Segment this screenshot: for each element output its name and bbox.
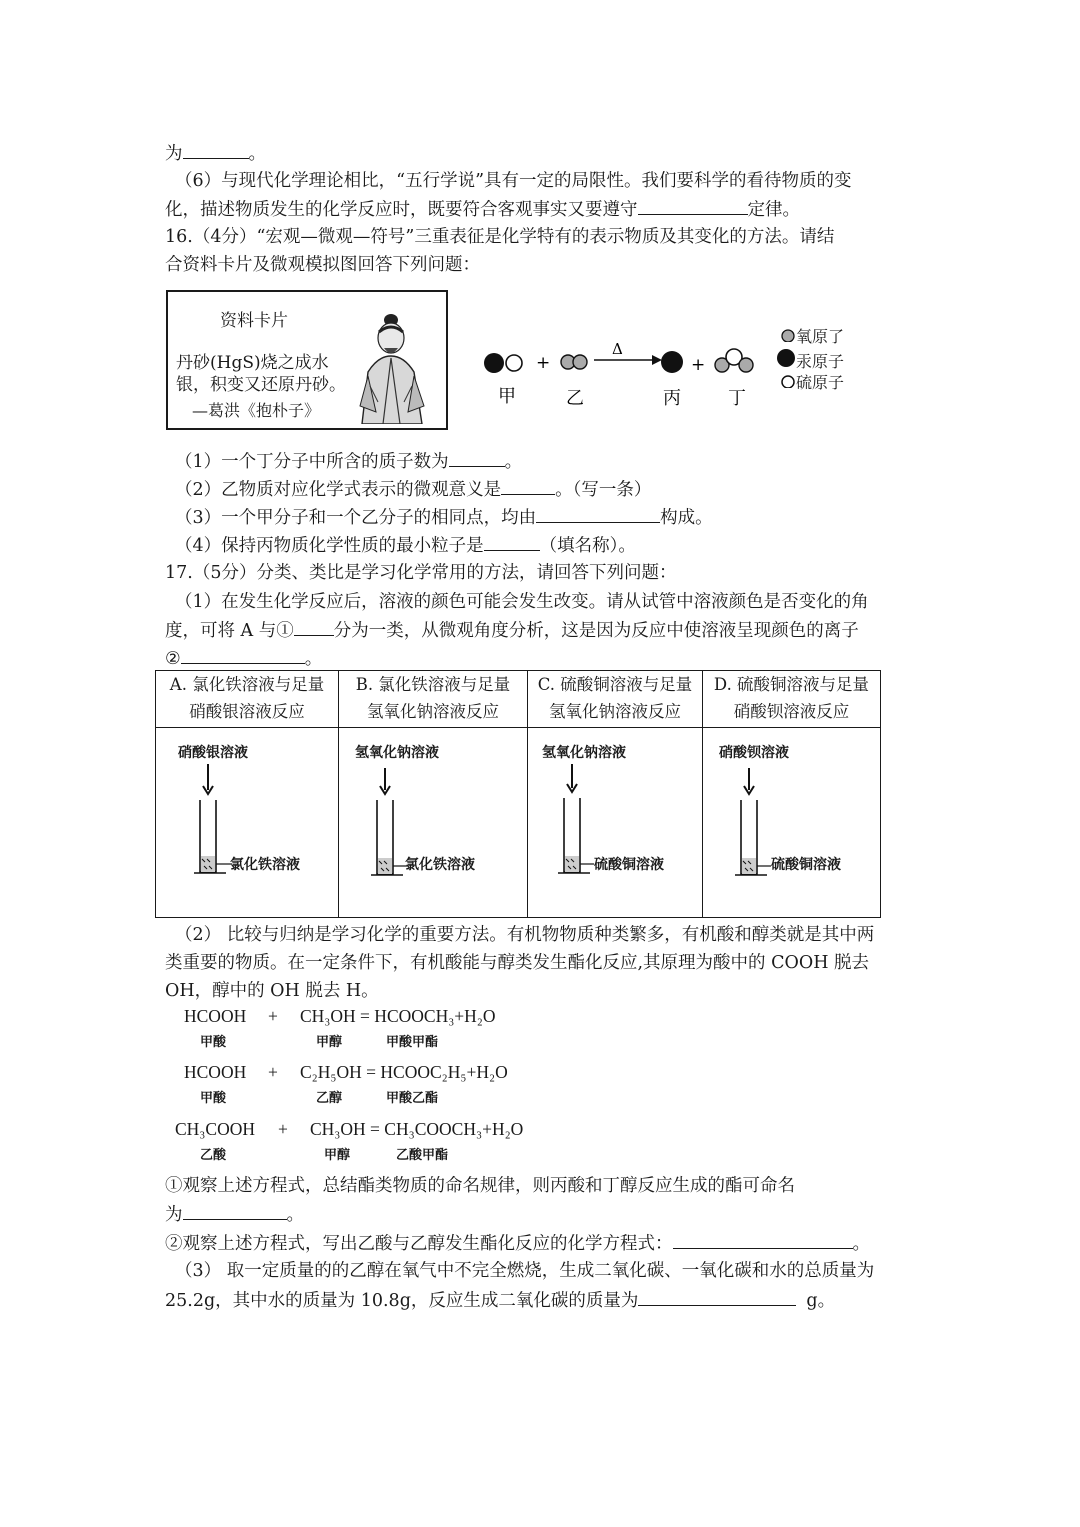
table-header-cell: A. 氯化铁溶液与足量 硝酸银溶液反应 [156,671,339,728]
equation-1-acid: HCOOH [184,1006,247,1026]
answer-blank[interactable] [638,1287,796,1306]
molecular-reaction-diagram [478,320,778,410]
card-source: —葛洪《抱朴子》 [192,401,321,420]
text-fragment: 。 [286,1205,304,1225]
equation-3-name-ester: 乙酸甲酯 [396,1148,449,1163]
equation-3-body: CH₃OH = CH₃COOCH₃+H₂O [310,1119,524,1139]
text-fragment: （填名称）。 [539,536,636,556]
text-fragment: 为 [165,144,183,164]
card-title: 资料卡片 [220,311,288,331]
test-tube-icon [339,728,525,913]
equation-2-name-acid: 甲酸 [200,1091,227,1106]
text-fragment: 度，可将 A 与① [165,621,294,641]
legend-item-sulfur [780,372,844,393]
label-ding: 丁 [728,388,746,409]
question-16-1 [175,448,522,475]
test-tube-icon [156,728,336,913]
experiment-figure-b [339,728,528,918]
text-fragment: （2）乙物质对应化学式表示的微观意义是 [175,480,502,500]
resource-card [166,290,448,430]
solution-label: 氯化铁溶液 [230,857,300,873]
solution-label: 氯化铁溶液 [405,857,475,873]
reagent-label: 氢氧化钠溶液 [355,745,439,761]
answer-blank[interactable] [638,196,748,215]
question-17-2c: OH，醇中的 OH 脱去 H。 [165,981,379,1001]
answer-blank[interactable] [536,504,660,523]
question-17-3a: （3） 取一定质量的的乙醇在氧气中不完全燃烧，生成二氧化碳、一氧化碳和水的总质量为 [175,1261,875,1281]
question-17-2b: 类重要的物质。在一定条件下，有机酸能与醇类发生酯化反应,其原理为酸中的 COOH 脱去 [165,953,870,973]
test-tube-icon [528,728,700,913]
question-17-1c [165,645,322,672]
atom-legend [780,326,844,393]
text-fragment: 构成。 [660,508,713,528]
question-16-stem: 16.（4分）“宏观—微观—符号”三重表征是化学特有的表示物质及其变化的方法。请结 [165,227,835,247]
table-header-cell: B. 氯化铁溶液与足量 氢氧化钠溶液反应 [339,671,528,728]
text-fragment: 化，描述物质发生的化学反应时，既要符合客观事实又要遵守 [165,200,638,220]
experiment-figure-a [156,728,339,918]
mercury-atom-icon [774,347,796,367]
text-fragment: 。 [248,144,266,164]
question-17-1a: （1）在发生化学反应后，溶液的颜色可能会发生改变。请从试管中溶液颜色是否变化的角 [175,592,869,612]
text-fragment: 。 [504,452,523,472]
card-text-line: 丹砂(HgS)烧之成水 [176,353,329,373]
reaction-condition: Δ [612,340,623,358]
text-fragment: 25.2g，其中水的质量为 10.8g，反应生成二氧化碳的质量为 [165,1291,639,1311]
text-fragment: 。 [304,649,323,669]
question-17-3b [165,1287,835,1314]
plus-sign: + [536,353,551,373]
equation-1-name-acid: 甲酸 [200,1035,227,1050]
legend-item-oxygen [780,326,844,347]
scholar-portrait-icon [348,306,434,424]
answer-blank[interactable] [183,1201,287,1220]
text-fragment: 为 [165,1205,183,1225]
legend-item-mercury [780,347,844,372]
text-fragment: 。（写一条） [555,480,652,500]
text-fragment: （4）保持丙物质化学性质的最小粒子是 [175,536,484,556]
line-q15-6: （6）与现代化学理论相比，“五行学说”具有一定的局限性。我们要科学的看待物质的变 [175,171,852,191]
sulfur-atom-icon [506,355,522,371]
question-16-stem-2: 合资料卡片及微观模拟图回答下列问题： [165,255,480,275]
legend-label: 汞原子 [796,352,845,371]
reagent-label: 氢氧化钠溶液 [542,745,626,761]
card-text-line: 银，积变又还原丹砂。 [176,375,346,395]
equation-3-name-alcohol: 甲醇 [324,1148,351,1163]
equation-2-body: C₂H₅OH = HCOOC₂H₅+H₂O [300,1062,508,1082]
line-q15-6b [165,196,800,223]
oxygen-atom-icon [780,328,796,342]
text-fragment: g。 [806,1291,836,1311]
answer-blank[interactable] [501,476,555,495]
observation-1: ①观察上述方程式，总结酯类物质的命名规律，则丙酸和丁醇反应生成的酯可命名 [165,1176,795,1196]
observation-2 [165,1230,870,1257]
question-16-4 [175,532,636,559]
mercury-atom-icon [484,353,504,373]
text-fragment: （3）一个甲分子和一个乙分子的相同点，均由 [175,508,537,528]
experiment-table [155,670,881,917]
answer-blank[interactable] [449,448,505,467]
oxygen-atom-icon [573,355,587,369]
sulfur-atom-icon [780,374,796,388]
answer-blank[interactable] [673,1230,853,1249]
equation-2-name-ester: 甲酸乙酯 [386,1091,439,1106]
solution-label: 硫酸铜溶液 [771,857,841,873]
answer-blank[interactable] [183,140,249,159]
label-jia: 甲 [498,386,516,407]
table-header-cell: D. 硫酸铜溶液与足量 硝酸钡溶液反应 [703,671,881,728]
solution-label: 硫酸铜溶液 [594,857,664,873]
line-continuation [165,140,266,167]
answer-blank[interactable] [181,645,305,664]
text-fragment: ②观察上述方程式，写出乙酸与乙醇发生酯化反应的化学方程式： [165,1234,673,1254]
text-fragment: ② [165,649,181,669]
observation-1b [165,1201,304,1228]
equation-2-plus: + [268,1062,278,1082]
text-fragment: （1）一个丁分子中所含的质子数为 [175,452,449,472]
plus-sign: + [691,355,706,375]
question-17-stem: 17.（5分）分类、类比是学习化学常用的方法，请回答下列问题： [165,563,677,583]
legend-label: 硫原子 [796,373,845,392]
mercury-atom-icon [661,351,683,373]
equation-2-acid: HCOOH [184,1062,247,1082]
question-17-1b [165,617,859,644]
text-fragment: 。 [852,1234,870,1254]
equation-1-body: CH₃OH = HCOOCH₃+H₂O [300,1006,496,1026]
equation-3-name-acid: 乙酸 [200,1148,227,1163]
equation-2-name-alcohol: 乙醇 [316,1091,343,1106]
reagent-label: 硝酸银溶液 [178,745,248,761]
reagent-label: 硝酸钡溶液 [719,745,789,761]
equation-3-acid: CH₃COOH [175,1119,255,1139]
answer-blank[interactable] [294,617,334,636]
label-bing: 丙 [663,388,681,409]
question-17-2a: （2） 比较与归纳是学习化学的重要方法。有机物物质种类繁多，有机酸和醇类就是其中两 [175,925,875,945]
equation-1-name-ester: 甲酸甲酯 [386,1035,439,1050]
equation-1-name-alcohol: 甲醇 [316,1035,343,1050]
legend-label: 氧原了 [796,327,845,346]
table-header-cell: C. 硫酸铜溶液与足量 氢氧化钠溶液反应 [528,671,703,728]
equation-1-plus: + [268,1006,278,1026]
question-16-3 [175,504,713,531]
text-fragment: 定律。 [747,200,800,220]
card-text [176,352,346,396]
experiment-figure-c [528,728,703,918]
arrow-head-icon [652,355,662,365]
oxygen-atom-icon [739,358,753,372]
test-tube-icon [703,728,881,913]
label-yi: 乙 [566,388,584,409]
question-16-2 [175,476,651,503]
answer-blank[interactable] [484,532,540,551]
experiment-figure-d [703,728,881,918]
equation-3-plus: + [278,1119,288,1139]
text-fragment: 分为一类，从微观角度分析，这是因为反应中使溶液呈现颜色的离子 [333,621,859,641]
